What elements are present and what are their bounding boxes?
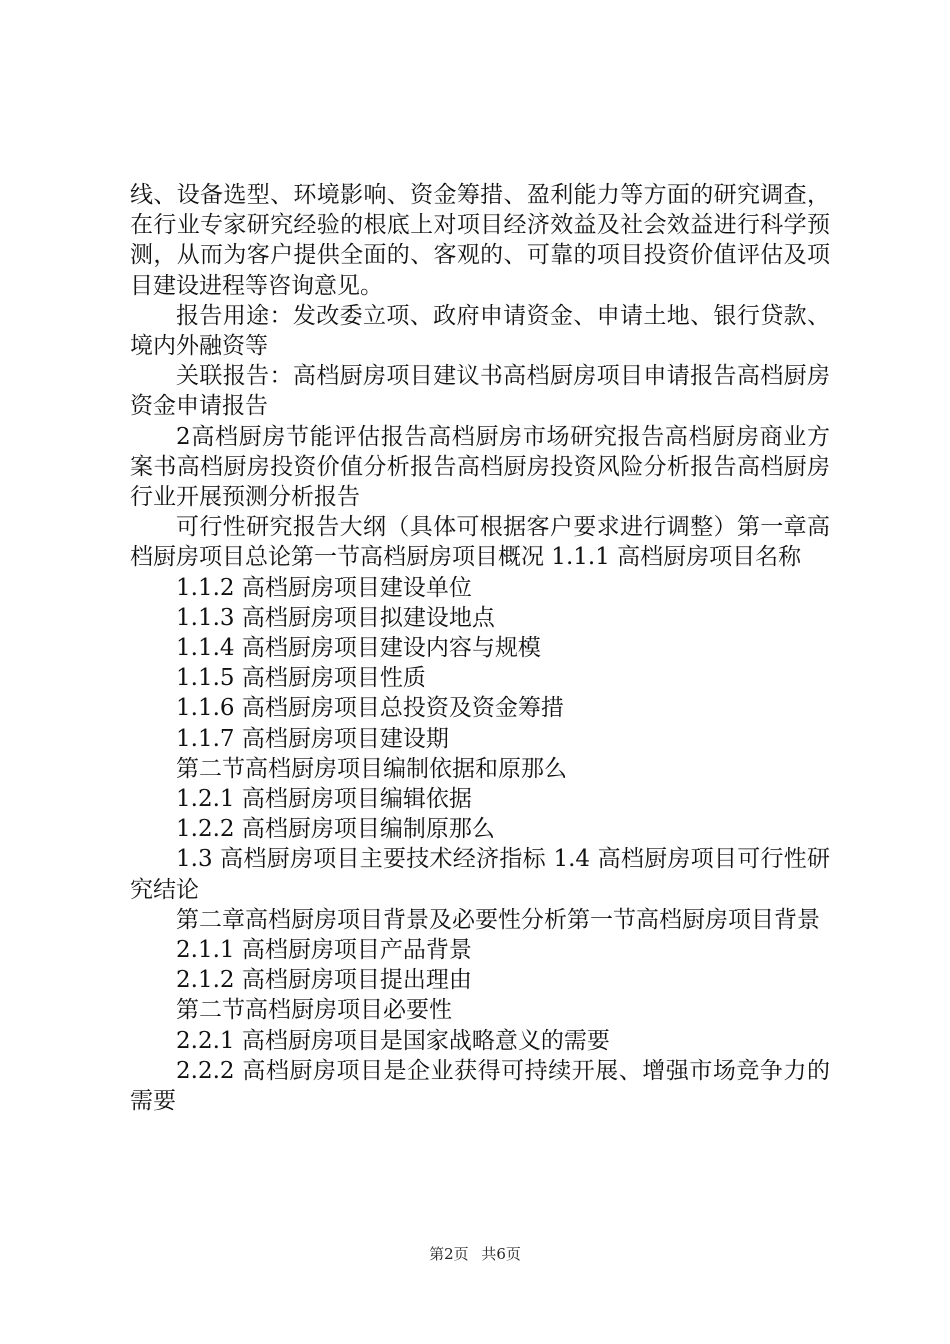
toc-item: 1.1.4 高档厨房项目建设内容与规模 xyxy=(176,635,541,662)
document-body xyxy=(130,180,830,1116)
toc-item: 1.3 高档厨房项目主要技术经济指标 1.4 高档厨房项目可行性研究结论 xyxy=(130,846,830,903)
paragraph: 可行性研究报告大纲（具体可根据客户要求进行调整）第一章高档厨房项目总论第一节高档厨房项目概况 1.1.1 高档厨房项目名称 xyxy=(130,514,830,571)
toc-item: 1.1.5 高档厨房项目性质 xyxy=(176,665,426,692)
paragraph: 报告用途：发改委立项、政府申请资金、申请土地、银行贷款、境内外融资等 xyxy=(130,302,830,360)
toc-item: 1.1.6 高档厨房项目总投资及资金筹措 xyxy=(176,695,564,722)
toc-item: 1.2.1 高档厨房项目编辑依据 xyxy=(176,786,472,813)
toc-item: 1.1.7 高档厨房项目建设期 xyxy=(176,725,449,752)
toc-section: 第二节高档厨房项目必要性 xyxy=(176,997,452,1024)
paragraph: 关联报告：高档厨房项目建议书高档厨房项目申请报告高档厨房资金申请报告 xyxy=(130,363,830,420)
page-footer xyxy=(0,1243,950,1264)
page-number: 第2页 xyxy=(429,1245,469,1263)
toc-item: 2.2.1 高档厨房项目是国家战略意义的需要 xyxy=(176,1027,610,1054)
page-total: 共6页 xyxy=(481,1245,521,1263)
toc-item: 1.2.2 高档厨房项目编制原那么 xyxy=(176,816,495,843)
toc-item: 2.1.1 高档厨房项目产品背景 xyxy=(176,937,472,964)
toc-item: 1.1.2 高档厨房项目建设单位 xyxy=(176,574,472,601)
paragraph: 2高档厨房节能评估报告高档厨房市场研究报告高档厨房商业方案书高档厨房投资价值分析报告高档厨房投资风险分析报告高档厨房行业开展预测分析报告 xyxy=(130,423,830,511)
toc-item: 2.2.2 高档厨房项目是企业获得可持续开展、增强市场竞争力的需要 xyxy=(130,1057,830,1115)
toc-section: 第二节高档厨房项目编制依据和原那么 xyxy=(176,755,567,782)
toc-item: 2.1.2 高档厨房项目提出理由 xyxy=(176,967,472,994)
toc-item: 1.1.3 高档厨房项目拟建设地点 xyxy=(176,604,495,631)
toc-chapter: 第二章高档厨房项目背景及必要性分析第一节高档厨房项目背景 xyxy=(176,906,820,933)
paragraph: 线、设备选型、环境影响、资金筹措、盈利能力等方面的研究调查，在行业专家研究经验的根底上对项目经济效益及社会效益进行科学预测，从而为客户提供全面的、客观的、可靠的项目投资价值评估及项目建设进程等咨询意见。 xyxy=(130,182,830,299)
